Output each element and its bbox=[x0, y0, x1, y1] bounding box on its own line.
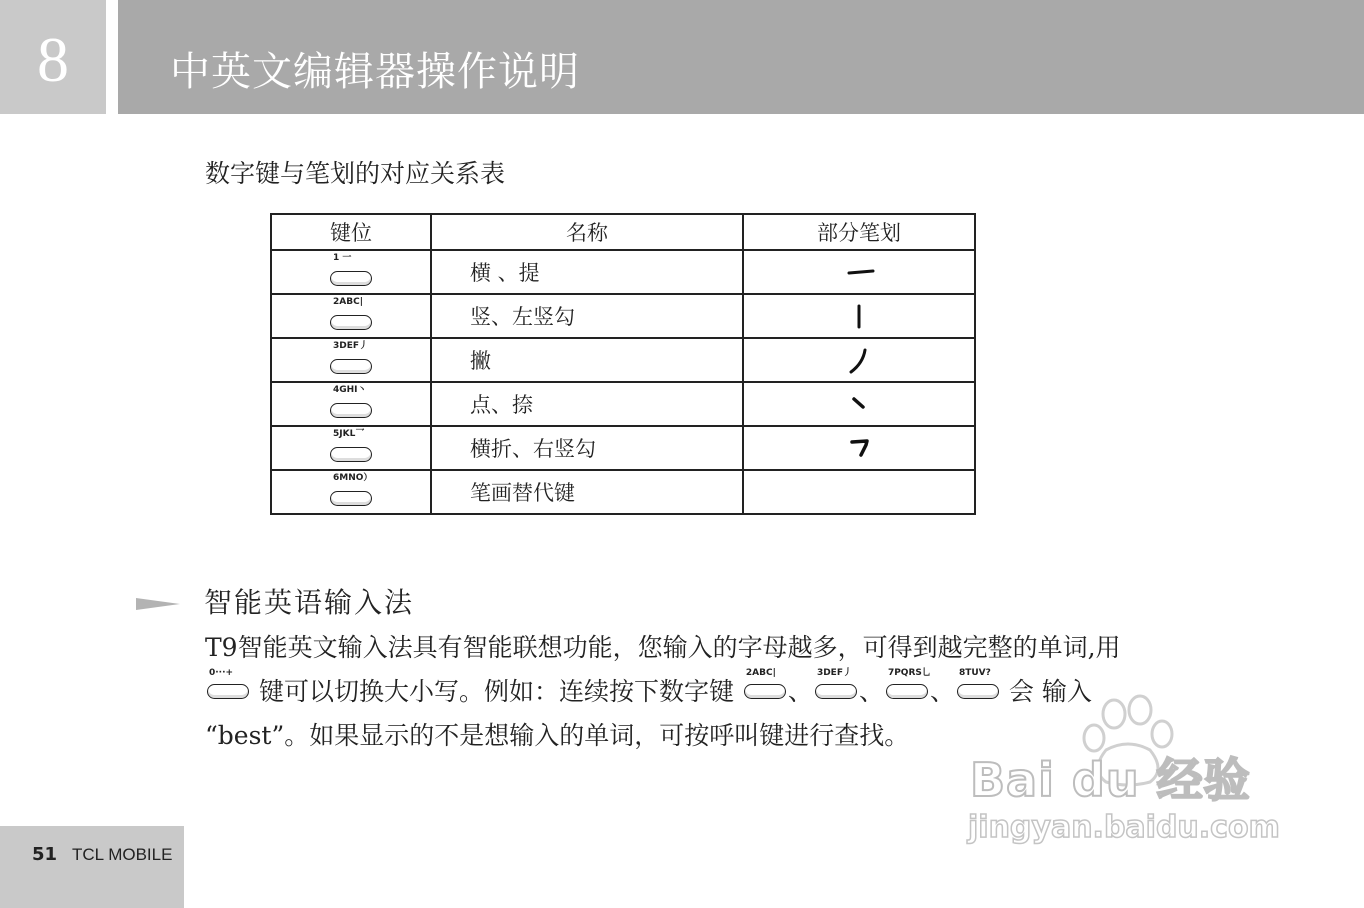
key-3-icon bbox=[813, 668, 859, 704]
key-label: 0···+ bbox=[209, 668, 234, 678]
ime-section-title: 智能英语输入法 bbox=[204, 586, 415, 619]
bullet-arrow-icon bbox=[136, 595, 182, 613]
stroke-name: 点、捺 bbox=[431, 382, 743, 426]
ime-paragraph-line: “best”。如果显示的不是想输入的单词，可按呼叫键进行查找。 bbox=[205, 721, 910, 750]
key-label: 2ABC| bbox=[745, 668, 776, 678]
table-row bbox=[271, 338, 975, 382]
stroke-name: 笔画替代键 bbox=[431, 470, 743, 514]
key-label: 5JKL乛 bbox=[333, 429, 365, 439]
stroke-name: 横 、提 bbox=[431, 250, 743, 294]
table-row bbox=[271, 426, 975, 470]
dot-stroke-icon bbox=[846, 389, 876, 419]
key-cell bbox=[271, 382, 431, 426]
table-row bbox=[271, 294, 975, 338]
key-0-icon bbox=[205, 668, 251, 704]
stroke-name: 竖、左竖勾 bbox=[431, 294, 743, 338]
key-5-icon bbox=[328, 428, 374, 468]
ime-paragraph-line bbox=[205, 670, 1092, 714]
key-4-icon bbox=[328, 384, 374, 424]
key-cell bbox=[271, 294, 431, 338]
key-7-icon bbox=[884, 668, 931, 704]
stroke-cell bbox=[743, 470, 975, 514]
ime-paragraph-line: T9智能英文输入法具有智能联想功能，您输入的字母越多，可得到越完整的单词,用 bbox=[205, 633, 1121, 662]
table-row bbox=[271, 470, 975, 514]
ime-text: 键可以切换大小写。例如：连续按下数字键 bbox=[258, 677, 734, 706]
footer-brand: TCL MOBILE bbox=[72, 845, 173, 864]
section-title: 数字键与笔划的对应关系表 bbox=[205, 159, 506, 188]
key-label: 7PQRS乚 bbox=[887, 668, 931, 678]
key-cell bbox=[271, 426, 431, 470]
column-header: 名称 bbox=[431, 214, 743, 250]
page-number: 51 bbox=[32, 844, 58, 865]
left-falling-stroke-icon bbox=[846, 345, 876, 375]
vertical-stroke-icon bbox=[846, 301, 876, 331]
key-6-icon bbox=[328, 472, 374, 512]
key-2-icon bbox=[328, 296, 374, 336]
stroke-name: 横折、右竖勾 bbox=[431, 426, 743, 470]
ime-text: 会 输入 bbox=[1008, 677, 1092, 706]
stroke-cell bbox=[743, 426, 975, 470]
key-1-icon bbox=[328, 252, 374, 292]
key-label: 3DEF丿 bbox=[333, 341, 369, 351]
stroke-cell bbox=[743, 250, 975, 294]
stroke-name: 撇 bbox=[431, 338, 743, 382]
key-label: 6MNO） bbox=[333, 473, 373, 483]
column-header: 部分笔划 bbox=[743, 214, 975, 250]
footer-box bbox=[0, 826, 184, 908]
table-header-row bbox=[271, 214, 975, 250]
stroke-cell bbox=[743, 338, 975, 382]
key-label: 3DEF丿 bbox=[816, 668, 852, 678]
key-label: 4GHI丶 bbox=[333, 385, 367, 395]
table-row bbox=[271, 250, 975, 294]
key-label: 8TUV? bbox=[958, 668, 991, 678]
separator: 、 bbox=[858, 677, 884, 706]
key-label: 1 一 bbox=[333, 253, 352, 263]
watermark-url: jingyan.baidu.com bbox=[968, 810, 1280, 845]
separator: 、 bbox=[929, 677, 955, 706]
table-row bbox=[271, 382, 975, 426]
stroke-cell bbox=[743, 294, 975, 338]
key-cell bbox=[271, 470, 431, 514]
key-2-icon bbox=[742, 668, 788, 704]
watermark-text: Bai du 经验 bbox=[970, 753, 1251, 807]
stroke-cell bbox=[743, 382, 975, 426]
key-cell bbox=[271, 338, 431, 382]
horizontal-stroke-icon bbox=[846, 257, 876, 287]
column-header: 键位 bbox=[271, 214, 431, 250]
stroke-mapping-table bbox=[270, 213, 976, 515]
chapter-box bbox=[0, 0, 106, 114]
key-3-icon bbox=[328, 340, 374, 380]
key-cell bbox=[271, 250, 431, 294]
separator: 、 bbox=[787, 677, 813, 706]
chapter-number: 8 bbox=[37, 24, 69, 95]
page-title: 中英文编辑器操作说明 bbox=[170, 49, 580, 95]
key-label: 2ABC| bbox=[333, 297, 363, 307]
horizontal-turn-stroke-icon bbox=[846, 433, 876, 463]
